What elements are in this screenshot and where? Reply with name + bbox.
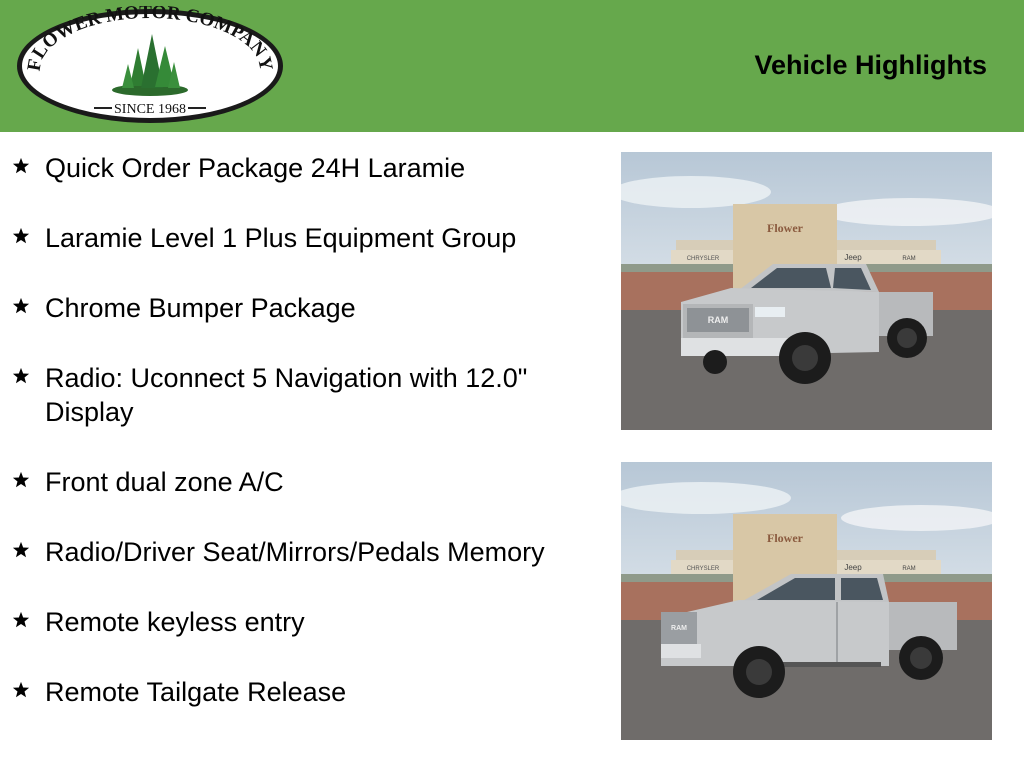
star-bullet-icon — [12, 227, 30, 245]
brand-sign-text: Jeep — [844, 563, 862, 572]
highlight-item — [12, 221, 602, 255]
star-bullet-icon — [12, 157, 30, 175]
company-logo[interactable] — [14, 6, 286, 131]
star-bullet-icon — [12, 681, 30, 699]
brand-sign-text: Jeep — [844, 253, 862, 262]
highlight-item — [12, 605, 602, 639]
logo-tagline: SINCE 1968 — [114, 102, 186, 117]
dealership-sign-text: Flower — [767, 531, 803, 545]
highlight-text: Radio: Uconnect 5 Navigation with 12.0" Display — [45, 363, 528, 427]
logo-name-text: FLOWER MOTOR COMPANY — [23, 6, 277, 73]
brand-sign-text: RAM — [902, 256, 916, 262]
brand-sign-text: CHRYSLER — [686, 256, 720, 262]
header-bar — [0, 0, 1024, 132]
page-title: Vehicle Highlights — [754, 50, 987, 80]
vehicle-photo-front[interactable] — [621, 152, 992, 430]
highlight-text: Remote Tailgate Release — [45, 677, 347, 707]
highlight-text: Remote keyless entry — [45, 607, 305, 637]
star-bullet-icon — [12, 471, 30, 489]
highlight-text: Quick Order Package 24H Laramie — [45, 153, 466, 183]
brand-sign-text: CHRYSLER — [686, 566, 720, 572]
highlight-item — [12, 151, 602, 185]
highlight-text: Radio/Driver Seat/Mirrors/Pedals Memory — [45, 537, 545, 567]
star-bullet-icon — [12, 367, 30, 385]
star-bullet-icon — [12, 541, 30, 559]
grille-ram-text: RAM — [707, 315, 729, 325]
star-bullet-icon — [12, 611, 30, 629]
star-bullet-icon — [12, 297, 30, 315]
highlight-item — [12, 465, 602, 499]
highlight-text: Chrome Bumper Package — [45, 293, 356, 323]
highlight-text: Front dual zone A/C — [45, 467, 284, 497]
dealership-sign-text: Flower — [767, 221, 803, 235]
highlight-item — [12, 291, 602, 325]
highlight-text: Laramie Level 1 Plus Equipment Group — [45, 223, 517, 253]
vehicle-photo-side[interactable] — [621, 462, 992, 740]
highlight-item — [12, 361, 602, 429]
highlight-item — [12, 675, 602, 709]
highlights-list — [12, 151, 602, 745]
highlight-item — [12, 535, 602, 569]
brand-sign-text: RAM — [902, 566, 916, 572]
grille-ram-text: RAM — [671, 625, 687, 632]
